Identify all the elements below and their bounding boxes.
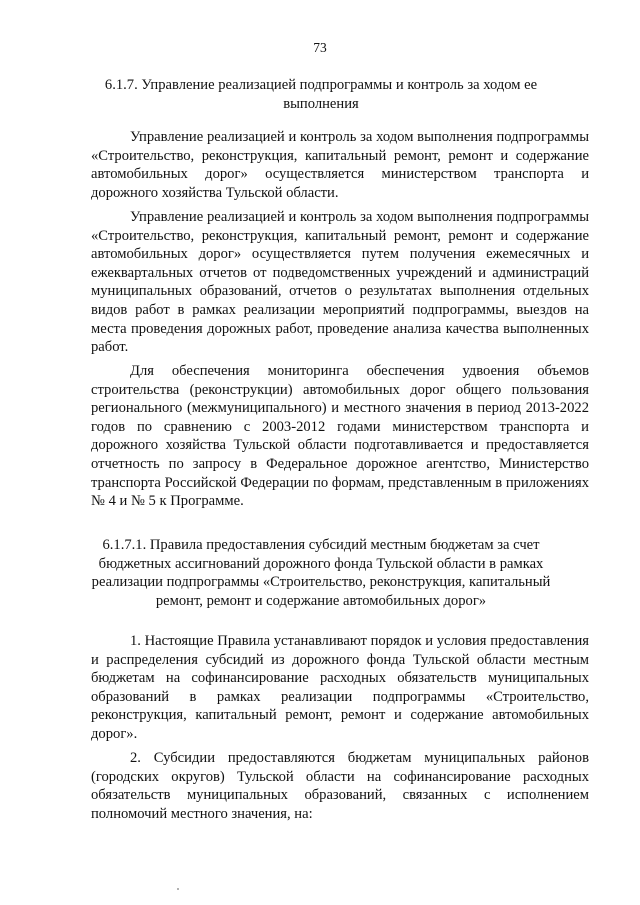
section-paragraph-1: Управление реализацией и контроль за ходом выполнения подпрограммы «Строительство, реконструкция, капитальный ремонт, ремонт и содержание автомобильных дорог» осуществляется министерством транспорта и дорожного хозяйства Тульской области.	[91, 129, 589, 201]
rules-paragraph-1: 1. Настоящие Правила устанавливают порядок и условия предоставления и распределения субсидий из дорожного фонда Тульской области местным бюджетам на софинансирование расходных обязательств муниципальных образований в рамках реализации подпрограммы «Строительство, реконструкция, капитальный ремонт, ремонт и содержание автомобильных дорог».	[91, 633, 589, 742]
section-paragraph-3: Для обеспечения мониторинга обеспечения удвоения объемов строительства (реконструкции) автомобильных дорог общего пользования регионального (межмуниципального) и местного значения в период 2013-2022 годов по сравнению с 2003-2012 годами министерством транспорта и дорожного хозяйства Тульской области подготавливается и предоставляется отчетность по запросу в Федеральное дорожное агентство, Министерство транспорта Российской Федерации по формам, представленным в приложениях № 4 и № 5 к Программе.	[91, 363, 589, 510]
page-number: 73	[313, 40, 327, 55]
scan-speck	[177, 888, 179, 890]
section-paragraph-2: Управление реализацией и контроль за ходом выполнения подпрограммы «Строительство, реконструкция, капитальный ремонт, ремонт и содержание автомобильных дорог» осуществляется путем получения ежемесячных и ежеквартальных отчетов от подведомственных учреждений и администраций муниципальных образований, отчетов о результатах выполнения отдельных видов работ в рамках реализации мероприятий подпрограммы, выездов на места проведения дорожных работ, проведение анализа качества выполненных работ.	[91, 209, 589, 356]
rules-paragraph-2: 2. Субсидии предоставляются бюджетам муниципальных районов (городских округов) Тульской области на софинансирование расходных обязательств муниципальных образований, связанных с исполнением полномочий местного значения, на:	[91, 750, 589, 822]
subsection-heading: 6.1.7.1. Правила предоставления субсидий местным бюджетам за счет бюджетных ассигнований дорожного фонда Тульской области в рамках реализации подпрограммы «Строительство, реконструкция, капитальный ремонт, ремонт и содержание автомобильных дорог»	[91, 537, 551, 609]
section-heading: 6.1.7. Управление реализацией подпрограммы и контроль за ходом ее выполнения	[104, 77, 538, 112]
